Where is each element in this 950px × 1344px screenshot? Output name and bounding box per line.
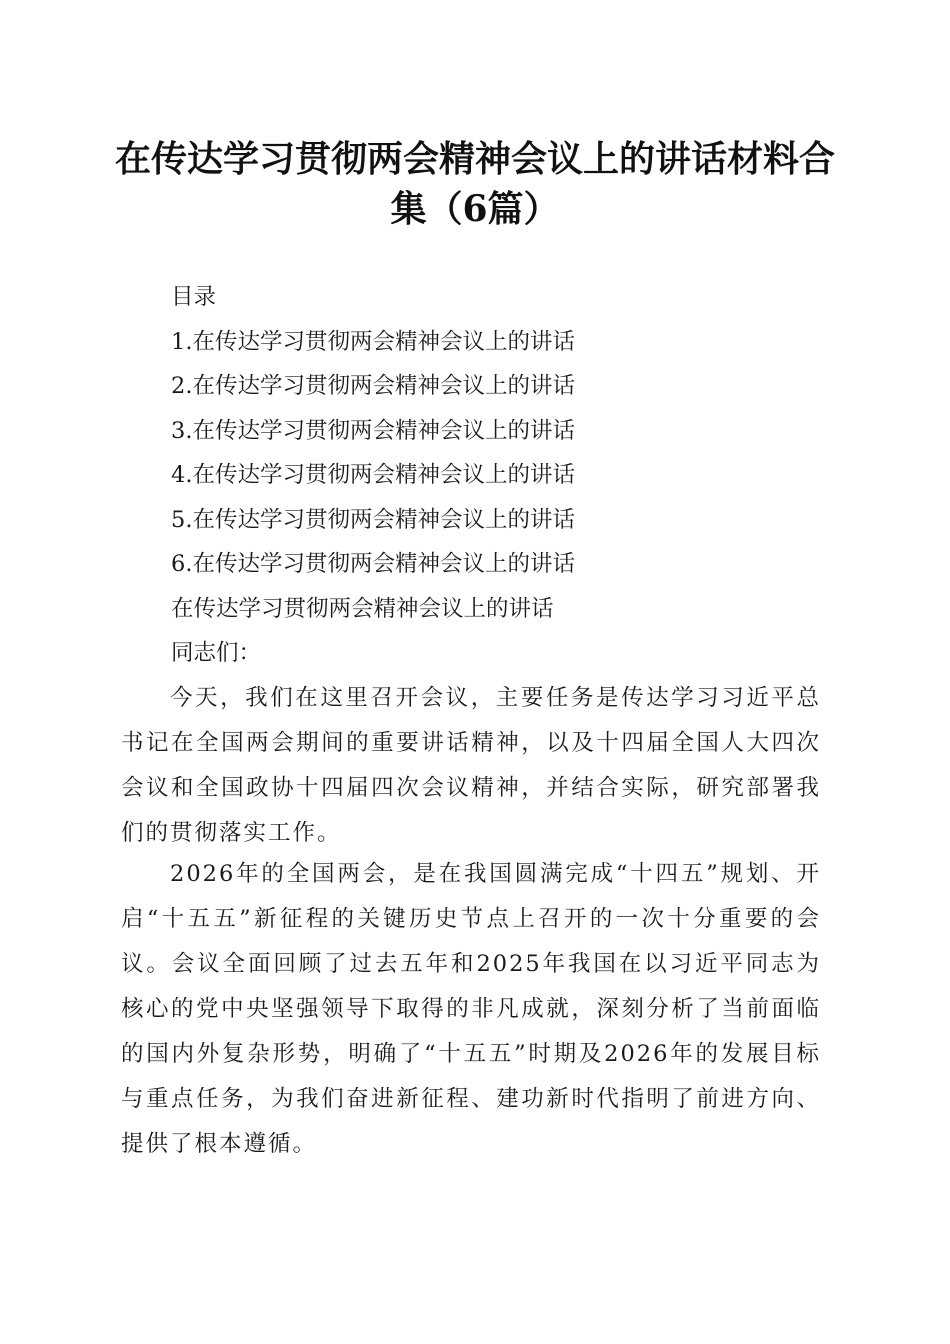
paragraph-2: 2026年的全国两会，是在我国圆满完成“十四五”规划、开启“十五五”新征程的关键历史节点上召开的一次十分重要的会议。会议全面回顾了过去五年和2025年我国在以习近平同志为核心的党中央坚强领导下取得的非凡成就，深刻分析了当前面临的国内外复杂形势，明确了“十五五”时期及2026年的发展目标与重点任务，为我们奋进新征程、建功新时代指明了前进方向、提供了根本遵循。 (121, 861, 821, 1157)
toc-item-6: 6.在传达学习贯彻两会精神会议上的讲话 (171, 551, 575, 577)
toc-item-1: 1.在传达学习贯彻两会精神会议上的讲话 (171, 329, 575, 355)
toc-item-2: 2.在传达学习贯彻两会精神会议上的讲话 (171, 373, 575, 399)
paragraph-1: 今天，我们在这里召开会议，主要任务是传达学习习近平总书记在全国两会期间的重要讲话精神，以及十四届全国人大四次会议和全国政协十四届四次会议精神，并结合实际，研究部署我们的贯彻落实工作。 (121, 685, 821, 846)
toc-heading: 目录 (171, 284, 217, 310)
section-title: 在传达学习贯彻两会精神会议上的讲话 (171, 596, 554, 622)
document-title: 在传达学习贯彻两会精神会议上的讲话材料合集（6篇） (114, 138, 835, 230)
toc-item-5: 5.在传达学习贯彻两会精神会议上的讲话 (171, 507, 575, 533)
salutation: 同志们： (171, 640, 262, 666)
toc-item-3: 3.在传达学习贯彻两会精神会议上的讲话 (171, 418, 575, 444)
toc-item-4: 4.在传达学习贯彻两会精神会议上的讲话 (171, 462, 575, 488)
